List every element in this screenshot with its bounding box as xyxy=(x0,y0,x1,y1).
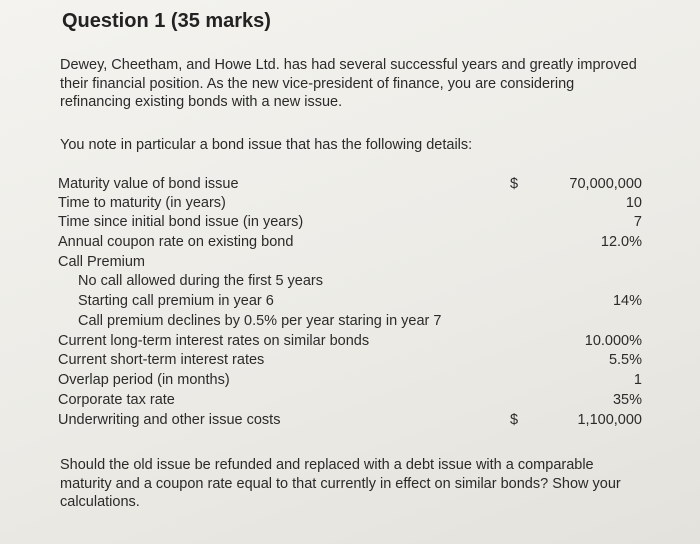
detail-label: Current long-term interest rates on similar bonds xyxy=(58,333,370,349)
detail-row xyxy=(58,411,642,430)
note-paragraph: You note in particular a bond issue that has the following details: xyxy=(60,137,473,153)
detail-row xyxy=(58,351,642,370)
detail-value: 7 xyxy=(633,214,642,230)
detail-row xyxy=(58,292,642,311)
detail-row xyxy=(58,213,642,232)
detail-row xyxy=(58,272,642,291)
detail-value: 12.0% xyxy=(600,234,642,250)
detail-label: Current short-term interest rates xyxy=(58,352,265,368)
detail-row xyxy=(58,233,642,252)
question-title: Question 1 (35 marks) xyxy=(62,10,271,32)
detail-value: 70,000,000 xyxy=(569,176,642,192)
currency-symbol: $ xyxy=(510,412,519,428)
question-paragraph: Should the old issue be refunded and replaced with a debt issue with a comparable maturity and a coupon rate equal to that currently in effect on similar bonds? Show your calculations. xyxy=(60,457,621,510)
detail-value: 1 xyxy=(633,372,642,388)
detail-value: 14% xyxy=(612,293,642,309)
detail-value: 35% xyxy=(612,392,642,408)
detail-label: Corporate tax rate xyxy=(58,392,175,408)
detail-row xyxy=(58,312,642,331)
detail-row xyxy=(58,175,642,194)
detail-label: Underwriting and other issue costs xyxy=(58,412,281,428)
detail-value: 10 xyxy=(625,195,642,211)
intro-paragraph: Dewey, Cheetham, and Howe Ltd. has had several successful years and greatly improved their financial position. As the new vice-president of finance, you are considering refinancing existing bonds with a new issue. xyxy=(60,57,637,110)
detail-value: 10.000% xyxy=(584,333,642,349)
detail-label: Call premium declines by 0.5% per year staring in year 7 xyxy=(78,313,442,329)
detail-label: No call allowed during the first 5 years xyxy=(78,273,324,289)
detail-label: Maturity value of bond issue xyxy=(58,176,239,192)
detail-label: Annual coupon rate on existing bond xyxy=(58,234,294,250)
detail-row xyxy=(58,391,642,410)
detail-label: Starting call premium in year 6 xyxy=(78,293,274,309)
detail-row xyxy=(58,253,642,272)
detail-row xyxy=(58,194,642,213)
detail-label: Time since initial bond issue (in years) xyxy=(58,214,304,230)
detail-value: 1,100,000 xyxy=(577,412,642,428)
detail-label: Overlap period (in months) xyxy=(58,372,230,388)
detail-label: Call Premium xyxy=(58,254,146,270)
detail-row xyxy=(58,332,642,351)
detail-label: Time to maturity (in years) xyxy=(58,195,226,211)
currency-symbol: $ xyxy=(510,176,519,192)
detail-value: 5.5% xyxy=(608,352,642,368)
detail-row xyxy=(58,371,642,390)
